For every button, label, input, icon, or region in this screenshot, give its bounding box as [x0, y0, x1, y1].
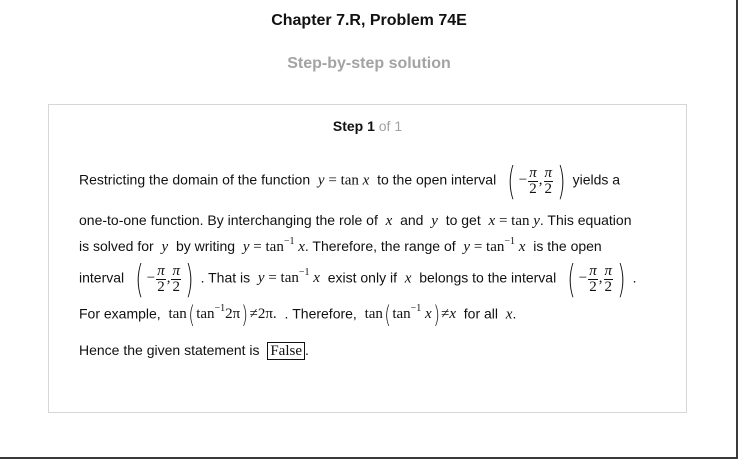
solution-line-2: one-to-one function. By interchanging the role of x and y to get x = tan y. This equation — [79, 212, 632, 229]
solution-line-3: is solved for y by writing $y = \tan^{-1} x$. Therefore, the range of $y = \tan^{-1} x$ is the open — [79, 236, 602, 255]
step-label: Step 1 — [332, 118, 375, 134]
solution-step-card — [48, 104, 687, 413]
step-count: of 1 — [378, 118, 403, 134]
solution-heading: Step-by-step solution — [287, 55, 451, 72]
solution-line-6: Hence the given statement is False . — [79, 342, 309, 359]
solution-line-5: For example, $\tan(\tan^{-1}2\pi)\ne 2\pi$. . Therefore, $\tan(\tan^{-1}$ x)≠x for all x. — [79, 301, 517, 329]
interval-expression: ( − $\frac{\pi}{2}$ , $\frac{\pi}{2}$ ) — [507, 159, 566, 203]
step-indicator — [49, 118, 686, 134]
solution-line-1: Restricting the domain of the function y = tan x to the open interval ( − $\frac{\pi}{2}$ , $\frac{\pi}{2}$ ) yields a — [79, 159, 621, 203]
answer-box: False — [267, 342, 305, 360]
solution-line-4: interval ( − $\frac{\pi}{2}$ , $\frac{\pi}{2}$ ) . That is $y = \tan^{-1} x$ exist only if x belongs to the interval ( − $\frac{\pi}{2}$ , $\frac{\pi}{2}$ ) . — [79, 257, 637, 301]
page-title: Chapter 7.R, Problem 74E — [271, 12, 467, 29]
